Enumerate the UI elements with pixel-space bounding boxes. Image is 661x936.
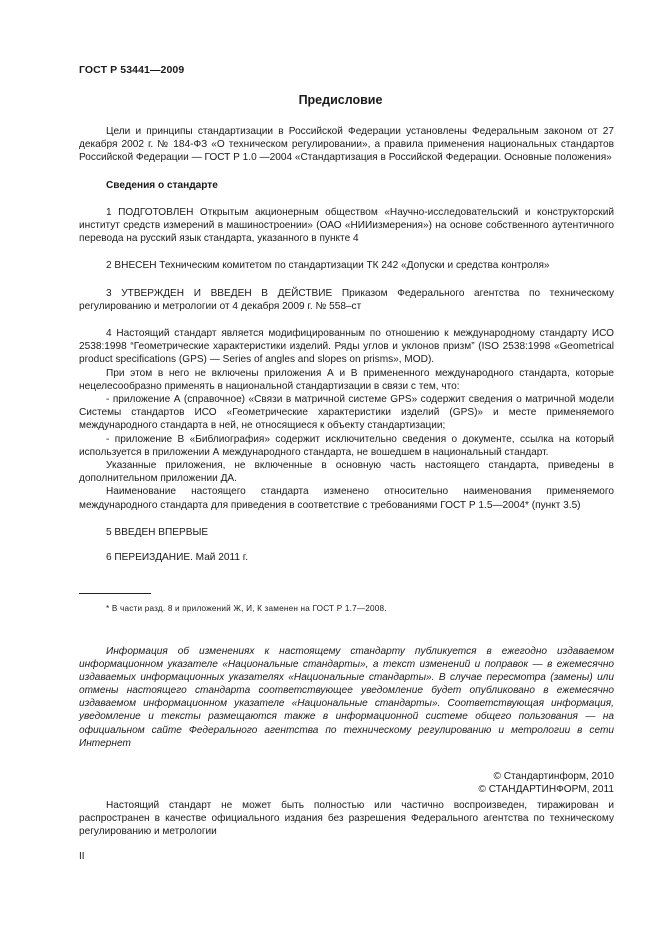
item-4-annex-da: Указанные приложения, не включенные в основную часть настоящего стандарта, приведены в дополнительном приложении ДА. [79, 460, 614, 485]
info-notice [79, 645, 614, 750]
item-2-paragraph: 2 ВНЕСЕН Техническим комитетом по стандартизации ТК 242 «Допуски и средства контроля» [106, 260, 550, 272]
item-1-paragraph: 1 ПОДГОТОВЛЕН Открытым акционерным обществом «Научно-исследовательский и конструкторский институт средств измерений в машиностроении» (ОАО «НИИизмерения») на основе собственного аутентичного перевода на русский язык стандарта, указанного в пункте 4 [79, 206, 614, 245]
intro-paragraph: Цели и принципы стандартизации в Российской Федерации установлены Федеральным законом от 27 декабря 2002 г. № 184-ФЗ «О техническом регулировании», а правила применения национальных стандартов Российской Федерации — ГОСТ Р 1.0 —2004 «Стандартизация в Российской Федерации. Основные положения» [79, 126, 614, 164]
standard-info-heading: Сведения о стандарте [106, 179, 218, 191]
item-6-paragraph: 6 ПЕРЕИЗДАНИЕ. Май 2011 г. [106, 552, 249, 564]
page-number: II [79, 851, 85, 862]
item-5-paragraph: 5 ВВЕДЕН ВПЕРВЫЕ [106, 526, 209, 538]
copyright-block [479, 770, 614, 796]
item-4-title-change: Наименование настоящего стандарта изменено относительно наименования применяемого международного стандарта для приведения в соответствие с требованиями ГОСТ Р 1.5—2004* (пункт 3.5) [79, 486, 614, 511]
copyright-line-1: © Стандартинформ, 2010 [493, 771, 614, 782]
reproduction-notice [79, 799, 614, 839]
item-3-paragraph: 3 УТВЕРЖДЕН И ВВЕДЕН В ДЕЙСТВИЕ Приказом Федерального агентства по техническому регулированию и метрологии от 4 декабря 2009 г. № 558–ст [79, 287, 614, 312]
item-4-paragraph: 4 Настоящий стандарт является модифицированным по отношению к международному стандарту ИСО 2538:1998 “Геометрические характеристики изделий. Ряды углов и уклонов призм” (ISO 2538:1998 «Geometrical product specifications (GPS) — Series of angles and slopes on prisms», MOD). [79, 328, 614, 366]
copyright-line-2: © СТАНДАРТИНФОРМ, 2011 [478, 784, 614, 796]
reproduction-notice-text: Настоящий стандарт не может быть полностью или частично воспроизведен, тиражирован и распространен в качестве официального издания без разрешения Федерального агентства по техническому регулированию и метрологии [79, 800, 614, 838]
document-code-header: ГОСТ Р 53441—2009 [79, 64, 185, 76]
footnote-divider [79, 593, 151, 594]
item-4-annex-a: - приложение А (справочное) «Связи в матричной системе GPS» содержит сведения о матричной модели Системы стандартов ИСО «Геометрические характеристики изделий (GPS)» и месте применяемого международного стандарта в ней, не относящиеся к объекту стандартизации; [79, 394, 614, 432]
item-4-annex-b: - приложение В «Библиография» содержит исключительно сведения о документе, ссылка на который используется в приложении А международного стандарта, не вошедшем в национальный стандарт. [79, 433, 614, 458]
page-title: Предисловие [298, 93, 383, 107]
info-notice-text: Информация об изменениях к настоящему стандарту публикуется в ежегодно издаваемом информационном указателе «Национальные стандарты», а текст изменений и поправок — в ежемесячно издаваемых информационных указателях «Национальные стандарты». В случае пересмотра (замены) или отмены настоящего стандарта соответствующее уведомление будет опубликовано в ежемесячно издаваемом информационном указателе «Национальные стандарты». Соответствующая информация, уведомление и тексты размещаются также в информационной системе общего пользования — на официальном сайте Федерального агентства по техническому регулированию и метрологии в сети Интернет [79, 646, 614, 749]
item-4-excluded-annexes: При этом в него не включены приложения А и В примененного международного стандарта, которые нецелесообразно применять в национальной стандартизации в связи с тем, что: [79, 367, 614, 392]
foreword-body [79, 125, 614, 564]
footnote: * В части разд. 8 и приложений Ж, И, К заменен на ГОСТ Р 1.7—2008. [106, 604, 387, 613]
